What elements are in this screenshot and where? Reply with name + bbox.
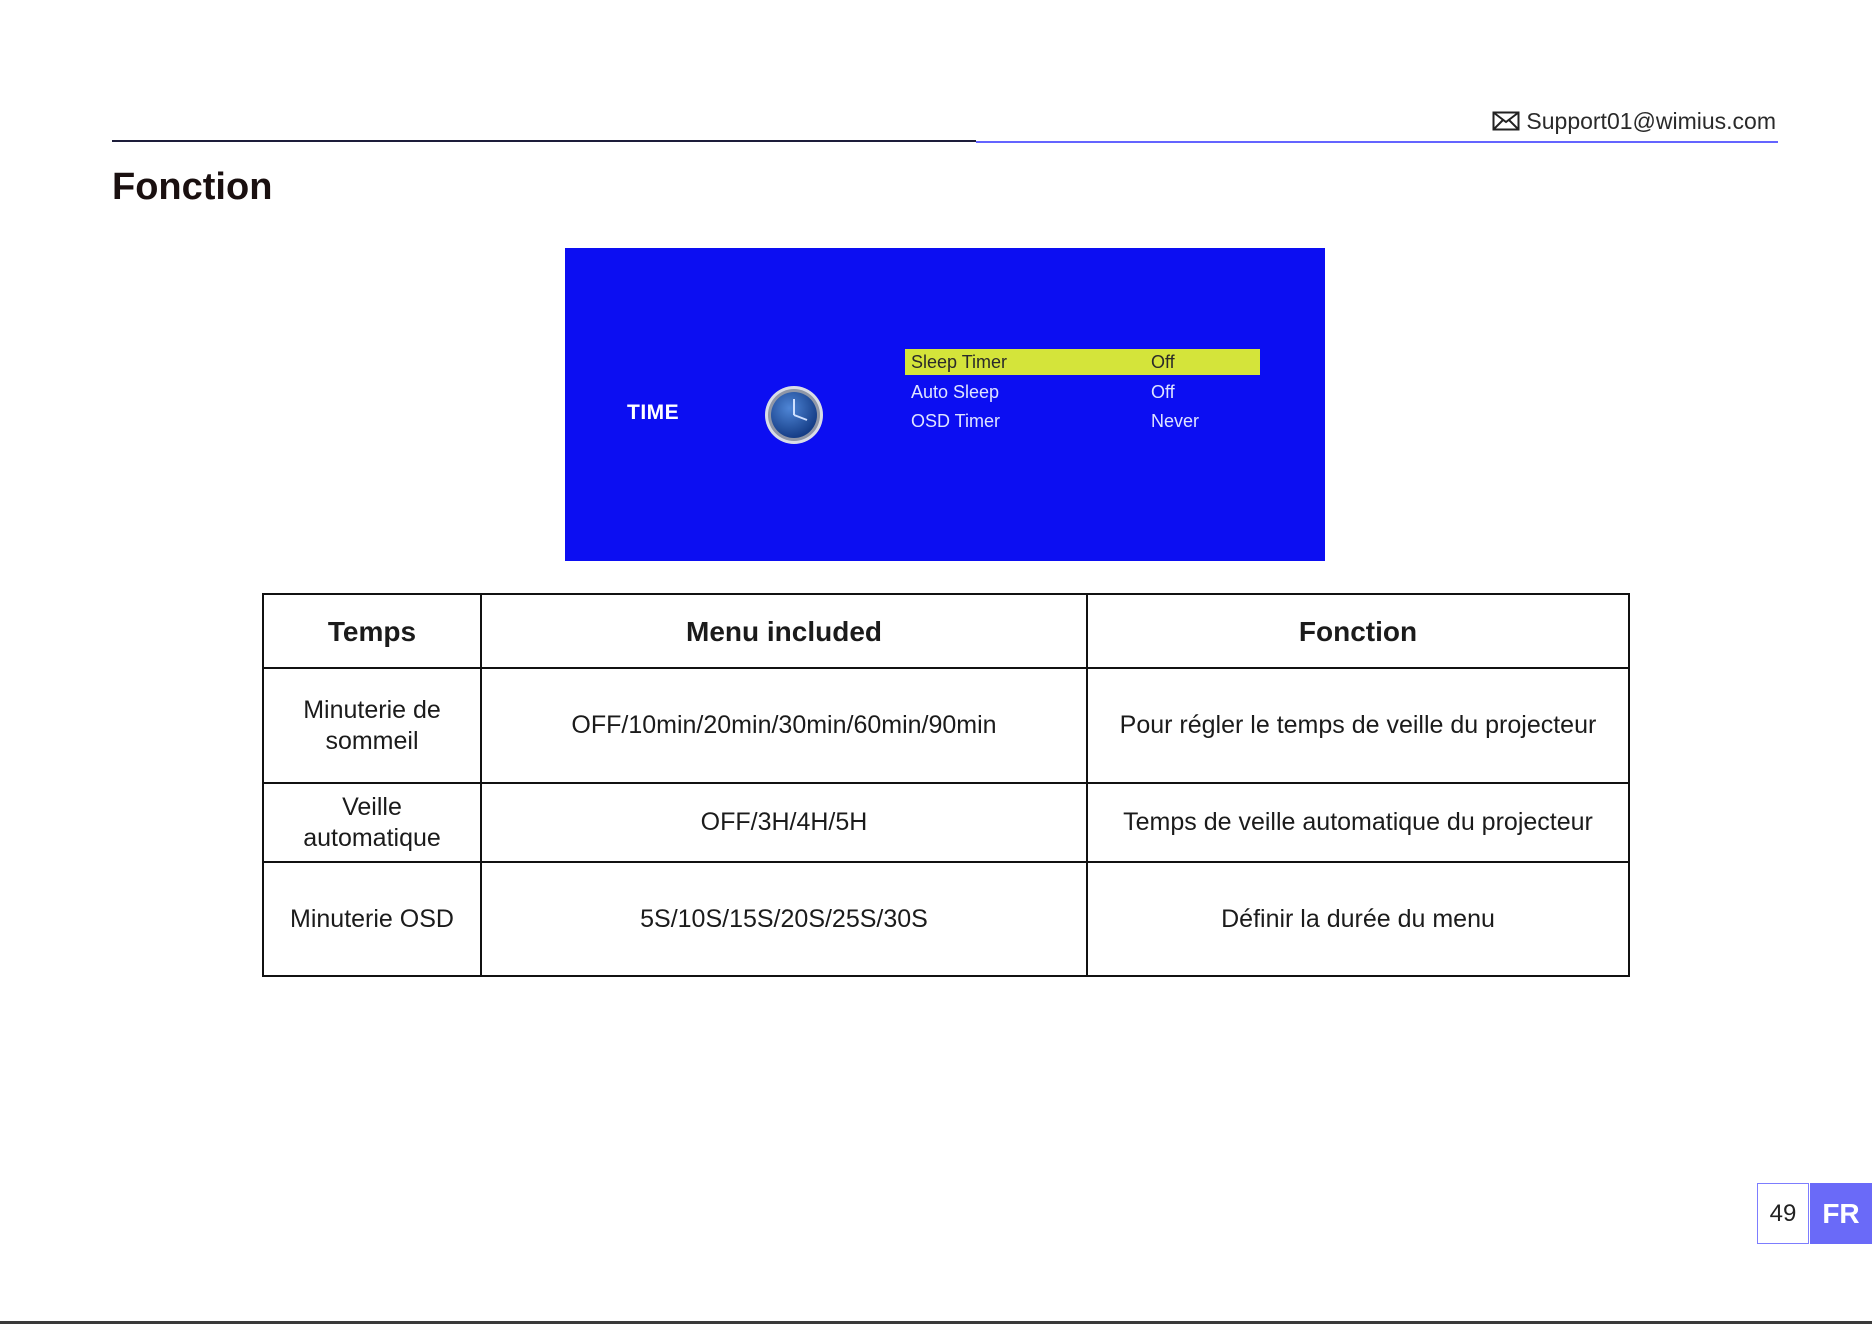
clock-icon (763, 384, 825, 446)
osd-item-value: Off (1151, 352, 1175, 372)
table-cell: Pour régler le temps de veille du projecteur (1087, 668, 1629, 783)
function-table (262, 593, 1630, 977)
page-title: Fonction (112, 166, 273, 208)
table-cell: Minuterie de sommeil (263, 668, 481, 783)
column-header: Menu included (481, 594, 1087, 668)
table-cell: Minuterie OSD (263, 862, 481, 976)
column-header: Fonction (1087, 594, 1629, 668)
column-header: Temps (263, 594, 481, 668)
osd-item-auto-sleep[interactable] (905, 379, 1260, 405)
table-cell: Veille automatique (263, 783, 481, 862)
osd-item-name: OSD Timer (911, 411, 1001, 431)
table-cell: OFF/3H/4H/5H (481, 783, 1087, 862)
osd-menu-screenshot (565, 248, 1325, 561)
support-email[interactable] (1492, 106, 1776, 136)
support-email-text: Support01@wimius.com (1526, 107, 1776, 134)
osd-item-name: Sleep Timer (911, 352, 1008, 372)
osd-item-value: Off (1151, 382, 1175, 402)
osd-item-osd-timer[interactable] (905, 408, 1260, 434)
osd-item-name: Auto Sleep (911, 382, 1000, 402)
table-cell: Définir la durée du menu (1087, 862, 1629, 976)
table-cell: 5S/10S/15S/20S/25S/30S (481, 862, 1087, 976)
osd-item-sleep-timer[interactable] (905, 349, 1260, 375)
table-cell: Temps de veille automatique du projecteur (1087, 783, 1629, 862)
table-header-row (263, 594, 1629, 668)
osd-item-value: Never (1151, 411, 1200, 431)
table-row (263, 668, 1629, 783)
osd-section-label: TIME (627, 401, 680, 424)
language-badge: FR (1810, 1183, 1872, 1244)
header-rule-dark (112, 140, 976, 142)
envelope-icon (1492, 111, 1520, 131)
table-row (263, 783, 1629, 862)
table-row (263, 862, 1629, 976)
table-cell: OFF/10min/20min/30min/60min/90min (481, 668, 1087, 783)
page-number: 49 (1757, 1183, 1809, 1244)
header-rule-blue (976, 141, 1778, 143)
